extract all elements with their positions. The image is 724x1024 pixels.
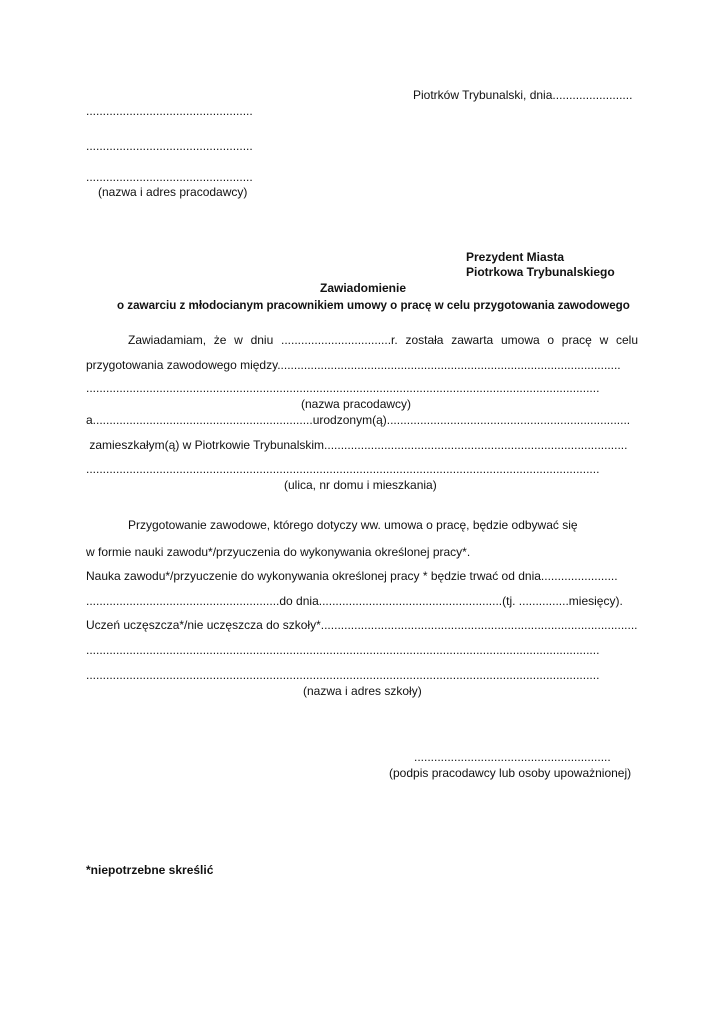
employer-line-3: .................................................. xyxy=(86,170,253,184)
paragraph1-line6: .......................................................................................................................................................... xyxy=(86,462,600,476)
employer-line-2: .................................................. xyxy=(86,139,253,153)
recipient-line-2: Piotrkowa Trybunalskiego xyxy=(466,265,615,279)
paragraph1-line1: Zawiadamiam, że w dniu .................................r. została zawarta umowa o pracę w celu xyxy=(128,333,638,347)
paragraph2-line4: ..........................................................do dnia.......................................................(tj. ...............miesięcy). xyxy=(86,594,623,608)
paragraph2-line7: .......................................................................................................................................................... xyxy=(86,668,600,682)
place-date: Piotrków Trybunalski, dnia........................ xyxy=(413,88,633,102)
signature-caption: (podpis pracodawcy lub osoby upoważnionej) xyxy=(389,766,632,780)
paragraph1-line4: a..................................................................urodzonym(ą)......................................................................... xyxy=(86,413,631,427)
paragraph1-line3: .......................................................................................................................................................... xyxy=(86,381,600,395)
document-subtitle: o zawarciu z młodocianym pracownikiem umowy o pracę w celu przygotowania zawodowego xyxy=(117,299,630,312)
paragraph2-line1: Przygotowanie zawodowe, którego dotyczy ww. umowa o pracę, będzie odbywać się xyxy=(128,518,578,532)
footnote: *niepotrzebne skreślić xyxy=(86,863,214,877)
document-title: Zawiadomienie xyxy=(320,281,407,295)
school-caption: (nazwa i adres szkoły) xyxy=(303,684,422,698)
recipient-line-1: Prezydent Miasta xyxy=(466,250,565,264)
paragraph2-line3: Nauka zawodu*/przyuczenie do wykonywania określonej pracy * będzie trwać od dnia....................... xyxy=(86,569,618,583)
paragraph2-line5: Uczeń uczęszcza*/nie uczęszcza do szkoły*............................................................................................... xyxy=(86,618,638,632)
signature-line: ........................................................... xyxy=(414,750,611,764)
address-caption: (ulica, nr domu i mieszkania) xyxy=(284,478,437,492)
employer-line-1: .................................................. xyxy=(86,104,253,118)
paragraph2-line6: .......................................................................................................................................................... xyxy=(86,643,600,657)
employer-name-caption: (nazwa pracodawcy) xyxy=(301,397,412,411)
paragraph1-line5: zamieszkałym(ą) w Piotrkowie Trybunalskim........................................................................................... xyxy=(86,438,628,452)
paragraph2-line2: w formie nauki zawodu*/przyuczenia do wykonywania określonej pracy*. xyxy=(86,545,471,559)
employer-caption: (nazwa i adres pracodawcy) xyxy=(98,185,248,199)
paragraph1-line2: przygotowania zawodowego między....................................................................................................... xyxy=(86,358,621,372)
